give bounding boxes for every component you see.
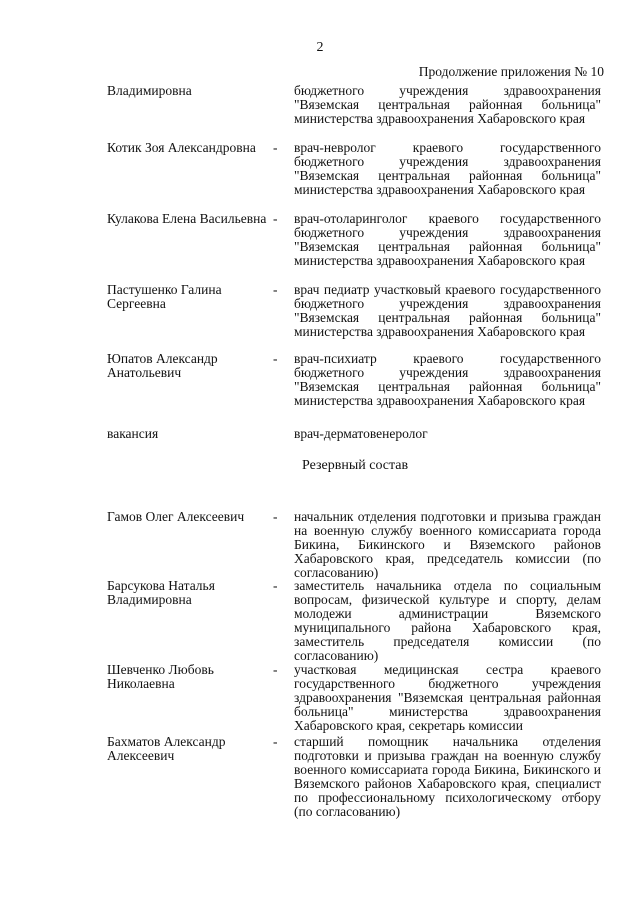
dash: -	[273, 509, 278, 524]
member-position: врач-отоларинголог краевого государственного бюджетного учреждения здравоохранения "Вяземская центральная районная больница" министерства здравоохранения Хабаровского края	[294, 211, 601, 268]
member-name: Шевченко Любовь Николаевна	[107, 662, 214, 691]
member-name: Владимировна	[107, 83, 192, 98]
member-name: Барсукова Наталья Владимировна	[107, 578, 215, 607]
member-name: Пастушенко Галина Сергеевна	[107, 282, 222, 311]
dash: -	[273, 578, 278, 593]
member-position: врач-дерматовенеролог	[294, 426, 428, 441]
dash: -	[273, 140, 278, 155]
member-position: бюджетного учреждения здравоохранения "Вяземская центральная районная больница" министерства здравоохранения Хабаровского края	[294, 83, 601, 126]
member-name: Котик Зоя Александровна	[107, 140, 256, 155]
member-position: врач-психиатр краевого государственного бюджетного учреждения здравоохранения "Вяземская центральная районная больница" министерства здравоохранения Хабаровского края	[294, 351, 601, 408]
dash: -	[273, 662, 278, 677]
dash: -	[273, 351, 278, 366]
member-position: старший помощник начальника отделения подготовки и призыва граждан на военную службу военного комиссариата города Бикина, Бикинского и Вяземского районов Хабаровского края, специалист по профессиональному психологическому отбору (по согласованию)	[294, 734, 601, 819]
continuation-note: Продолжение приложения № 10	[418, 64, 604, 79]
page-number: 2	[316, 40, 324, 55]
member-name: Бахматов Александр Алексеевич	[107, 734, 226, 763]
dash: -	[273, 734, 278, 749]
member-position: начальник отделения подготовки и призыва граждан на военную службу военного комиссариата города Бикина, Бикинского и Вяземского районов Хабаровского края, председатель комиссии (по согласованию)	[294, 509, 601, 580]
member-name: Гамов Олег Алексеевич	[107, 509, 245, 524]
dash: -	[273, 211, 278, 226]
section-title: Резервный состав	[302, 458, 409, 473]
member-name: Юпатов Александр Анатольевич	[107, 351, 218, 380]
member-name: вакансия	[107, 426, 159, 441]
member-position: заместитель начальника отдела по социальным вопросам, физической культуре и спорту, делам молодежи администрации Вяземского муниципального района Хабаровского края, заместитель председателя комиссии (по согласованию)	[294, 578, 601, 663]
member-name: Кулакова Елена Васильевна	[107, 211, 267, 226]
member-position: врач педиатр участковый краевого государственного бюджетного учреждения здравоохранения "Вяземская центральная районная больница" министерства здравоохранения Хабаровского края	[294, 282, 601, 339]
member-position: участковая медицинская сестра краевого государственного бюджетного учреждения здравоохранения "Вяземская центральная районная больница" министерства здравоохранения Хабаровского края, секретарь комиссии	[294, 662, 601, 733]
member-position: врач-невролог краевого государственного бюджетного учреждения здравоохранения "Вяземская центральная районная больница" министерства здравоохранения Хабаровского края	[294, 140, 601, 197]
dash: -	[273, 282, 278, 297]
